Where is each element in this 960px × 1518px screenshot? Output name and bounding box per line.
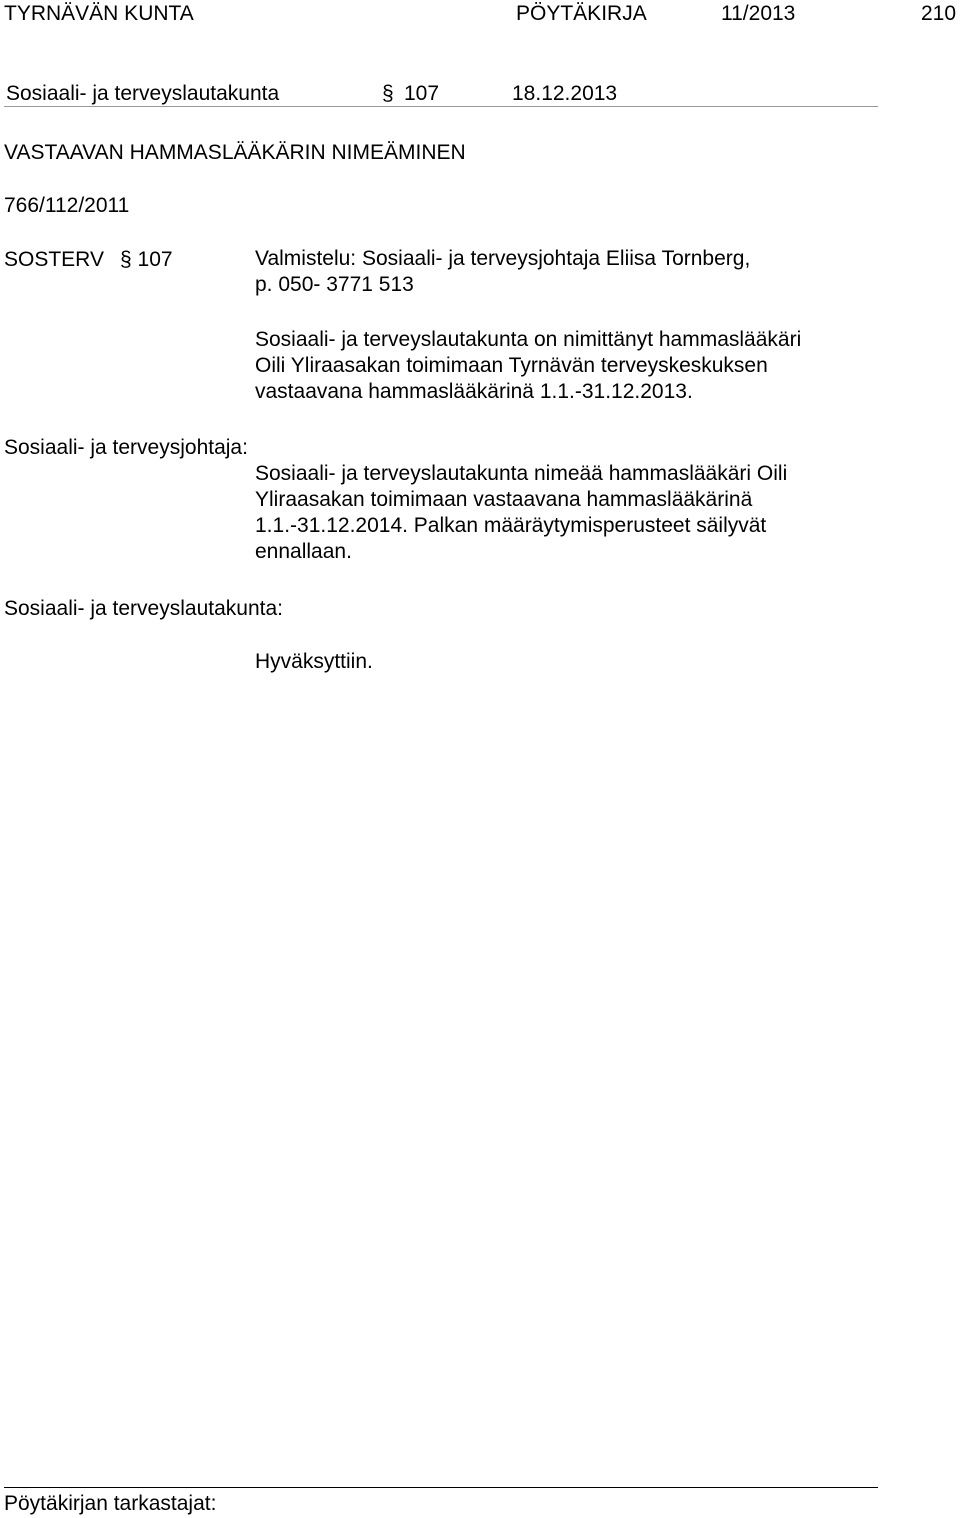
proposal-line: Sosiaali- ja terveyslautakunta nimeää hammaslääkäri Oili	[255, 462, 788, 485]
background-line: vastaavana hammaslääkärinä 1.1.-31.12.2013.	[255, 380, 693, 403]
footer-divider	[4, 1487, 878, 1488]
board-name: Sosiaali- ja terveyslautakunta	[6, 82, 280, 105]
header-divider	[4, 106, 878, 107]
reference-section: § 107	[120, 248, 173, 271]
background-paragraph	[255, 327, 801, 405]
record-number: 766/112/2011	[4, 194, 130, 217]
meeting-date: 18.12.2013	[512, 82, 618, 105]
proposal-label: Sosiaali- ja terveysjohtaja:	[4, 436, 248, 459]
decision-label: Sosiaali- ja terveyslautakunta:	[4, 597, 283, 620]
reference-code: SOSTERV	[4, 248, 104, 271]
section-symbol: §	[382, 82, 394, 105]
proposal-line: Yliraasakan toimimaan vastaavana hammaslääkärinä	[255, 488, 753, 511]
decision-text: Hyväksyttiin.	[255, 650, 373, 673]
section-number: 107	[404, 82, 440, 105]
municipality-name: TYRNÄVÄN KUNTA	[4, 2, 194, 25]
background-line: Sosiaali- ja terveyslautakunta on nimittänyt hammaslääkäri	[255, 328, 802, 351]
background-line: Oili Yliraasakan toimimaan Tyrnävän terveyskeskuksen	[255, 354, 768, 377]
issue-number: 11/2013	[721, 2, 796, 25]
preparation-block	[255, 246, 750, 298]
page-number: 210	[921, 2, 957, 25]
proposal-line: 1.1.-31.12.2014. Palkan määräytymisperusteet säilyvät	[255, 514, 767, 537]
preparation-line: p. 050- 3771 513	[255, 273, 414, 296]
item-title: VASTAAVAN HAMMASLÄÄKÄRIN NIMEÄMINEN	[4, 141, 466, 164]
proposal-line: ennallaan.	[255, 540, 352, 563]
document-type: PÖYTÄKIRJA	[516, 2, 647, 25]
footer-label: Pöytäkirjan tarkastajat:	[4, 1492, 217, 1515]
proposal-paragraph	[255, 461, 787, 565]
preparation-line: Valmistelu: Sosiaali- ja terveysjohtaja Eliisa Tornberg,	[255, 247, 751, 270]
